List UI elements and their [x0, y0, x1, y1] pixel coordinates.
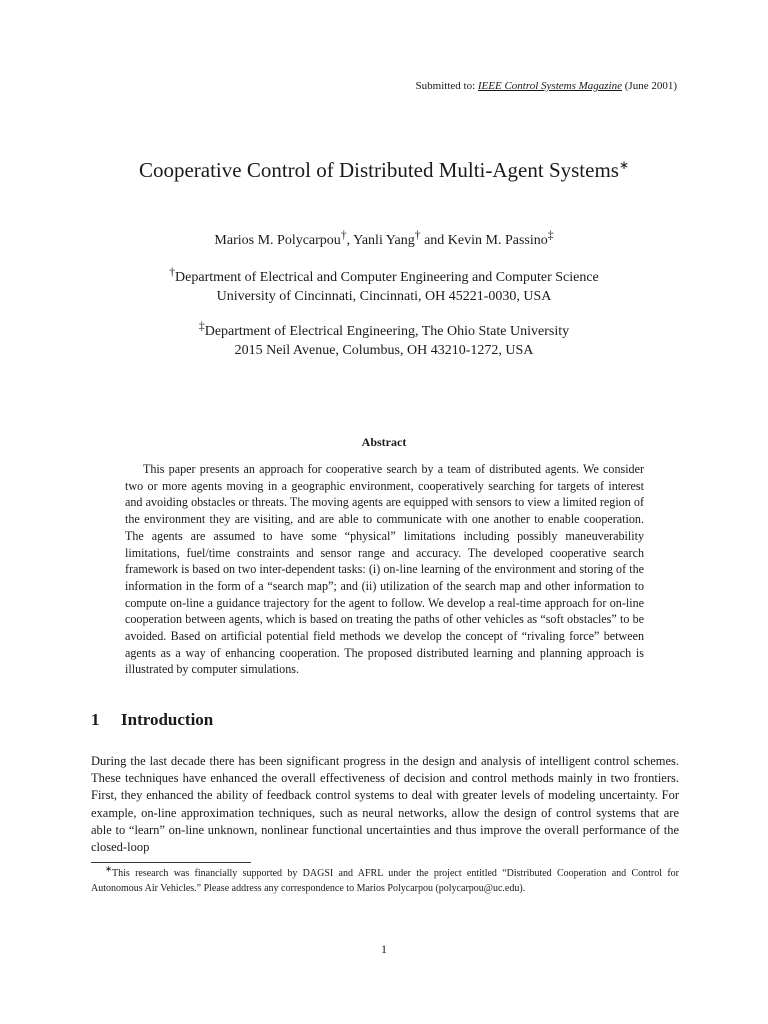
journal-name: IEEE Control Systems Magazine: [477, 80, 622, 92]
affiliation-1: [0, 265, 768, 306]
affiliation-1-line-2: University of Cincinnati, Cincinnati, OH 45221-0030, USA: [216, 289, 552, 304]
author-separator: ,: [346, 233, 354, 248]
section-title: Introduction: [121, 710, 214, 729]
page-number: 1: [381, 942, 387, 956]
author-list: [0, 228, 768, 249]
submission-note: [416, 80, 677, 92]
submission-date: (June 2001): [622, 80, 677, 92]
author-2: Yanli Yang: [353, 233, 415, 248]
abstract-heading: Abstract: [361, 435, 407, 449]
affiliation-2-mark: ‡: [198, 319, 205, 333]
section-heading: [91, 710, 213, 730]
submission-prefix: Submitted to:: [415, 80, 478, 92]
introduction-paragraph: During the last decade there has been significant progress in the design and analysis of intelligent control schemes. These techniques have enhanced the overall effectiveness of decision and control methods mainly in two frontiers. First, they enhanced the ability of feedback control systems to deal with greater levels of modeling uncertainty. For example, on-line approximation techniques, such as neural networks, allow the design of control systems that are able to “learn” on-line unknown, nonlinear functional uncertainties and thus improve the overall performance of the closed-loop: [91, 754, 679, 855]
section-number: 1: [91, 710, 100, 729]
author-separator: and: [420, 233, 448, 248]
paper-title: [0, 158, 768, 183]
paper-title-text: Cooperative Control of Distributed Multi-Agent Systems: [138, 158, 619, 182]
affiliation-1-line-1: Department of Electrical and Computer Engineering and Computer Science: [175, 270, 599, 285]
footnote-rule: [91, 862, 251, 863]
footnote-text: This research was financially supported by DAGSI and AFRL under the project entitled “Distributed Cooperation and Control for Autonomous Air Vehicles.” Please address any correspondence to Marios Polycarpou (polycarpou@uc.edu).: [91, 868, 679, 894]
title-footnote-mark: ∗: [618, 158, 630, 172]
footnote-mark: ∗: [105, 864, 112, 874]
author-3-mark: ‡: [547, 228, 554, 242]
affiliation-2: [0, 319, 768, 360]
author-1: Marios M. Polycarpou: [214, 233, 341, 248]
author-3: Kevin M. Passino: [447, 233, 548, 248]
affiliation-2-line-2: 2015 Neil Avenue, Columbus, OH 43210-1272, USA: [234, 343, 534, 358]
author-1-mark: †: [340, 228, 347, 242]
affiliation-2-line-1: Department of Electrical Engineering, The Ohio State University: [204, 324, 570, 339]
author-2-mark: †: [414, 228, 421, 242]
abstract-body: This paper presents an approach for cooperative search by a team of distributed agents. We consider two or more agents moving in a geographic environment, cooperatively searching for targets of interest and avoiding obstacles or threats. The moving agents are equipped with sensors to view a limited region of the environment they are visiting, and are able to communicate with one another to enable cooperation. The agents are assumed to have some “physical” limitations including possibly maneuverability limitations, fuel/time constraints and sensor range and accuracy. The developed cooperative search framework is based on two inter-dependent tasks: (i) on-line learning of the environment and storing of the information in the form of a “search map”; and (ii) utilization of the search map and other information to compute on-line a guidance trajectory for the agent to follow. We develop a real-time approach for on-line cooperation between agents, which is based on treating the paths of other vehicles as “soft obstacles” to be avoided. Based on artificial potential field methods we develop the concept of “rivaling force” between agents as a way of enhancing cooperation. The proposed distributed learning and planning approach is illustrated by computer simulations.: [125, 462, 644, 677]
footnote: [91, 866, 679, 896]
affiliation-1-mark: †: [169, 265, 176, 279]
